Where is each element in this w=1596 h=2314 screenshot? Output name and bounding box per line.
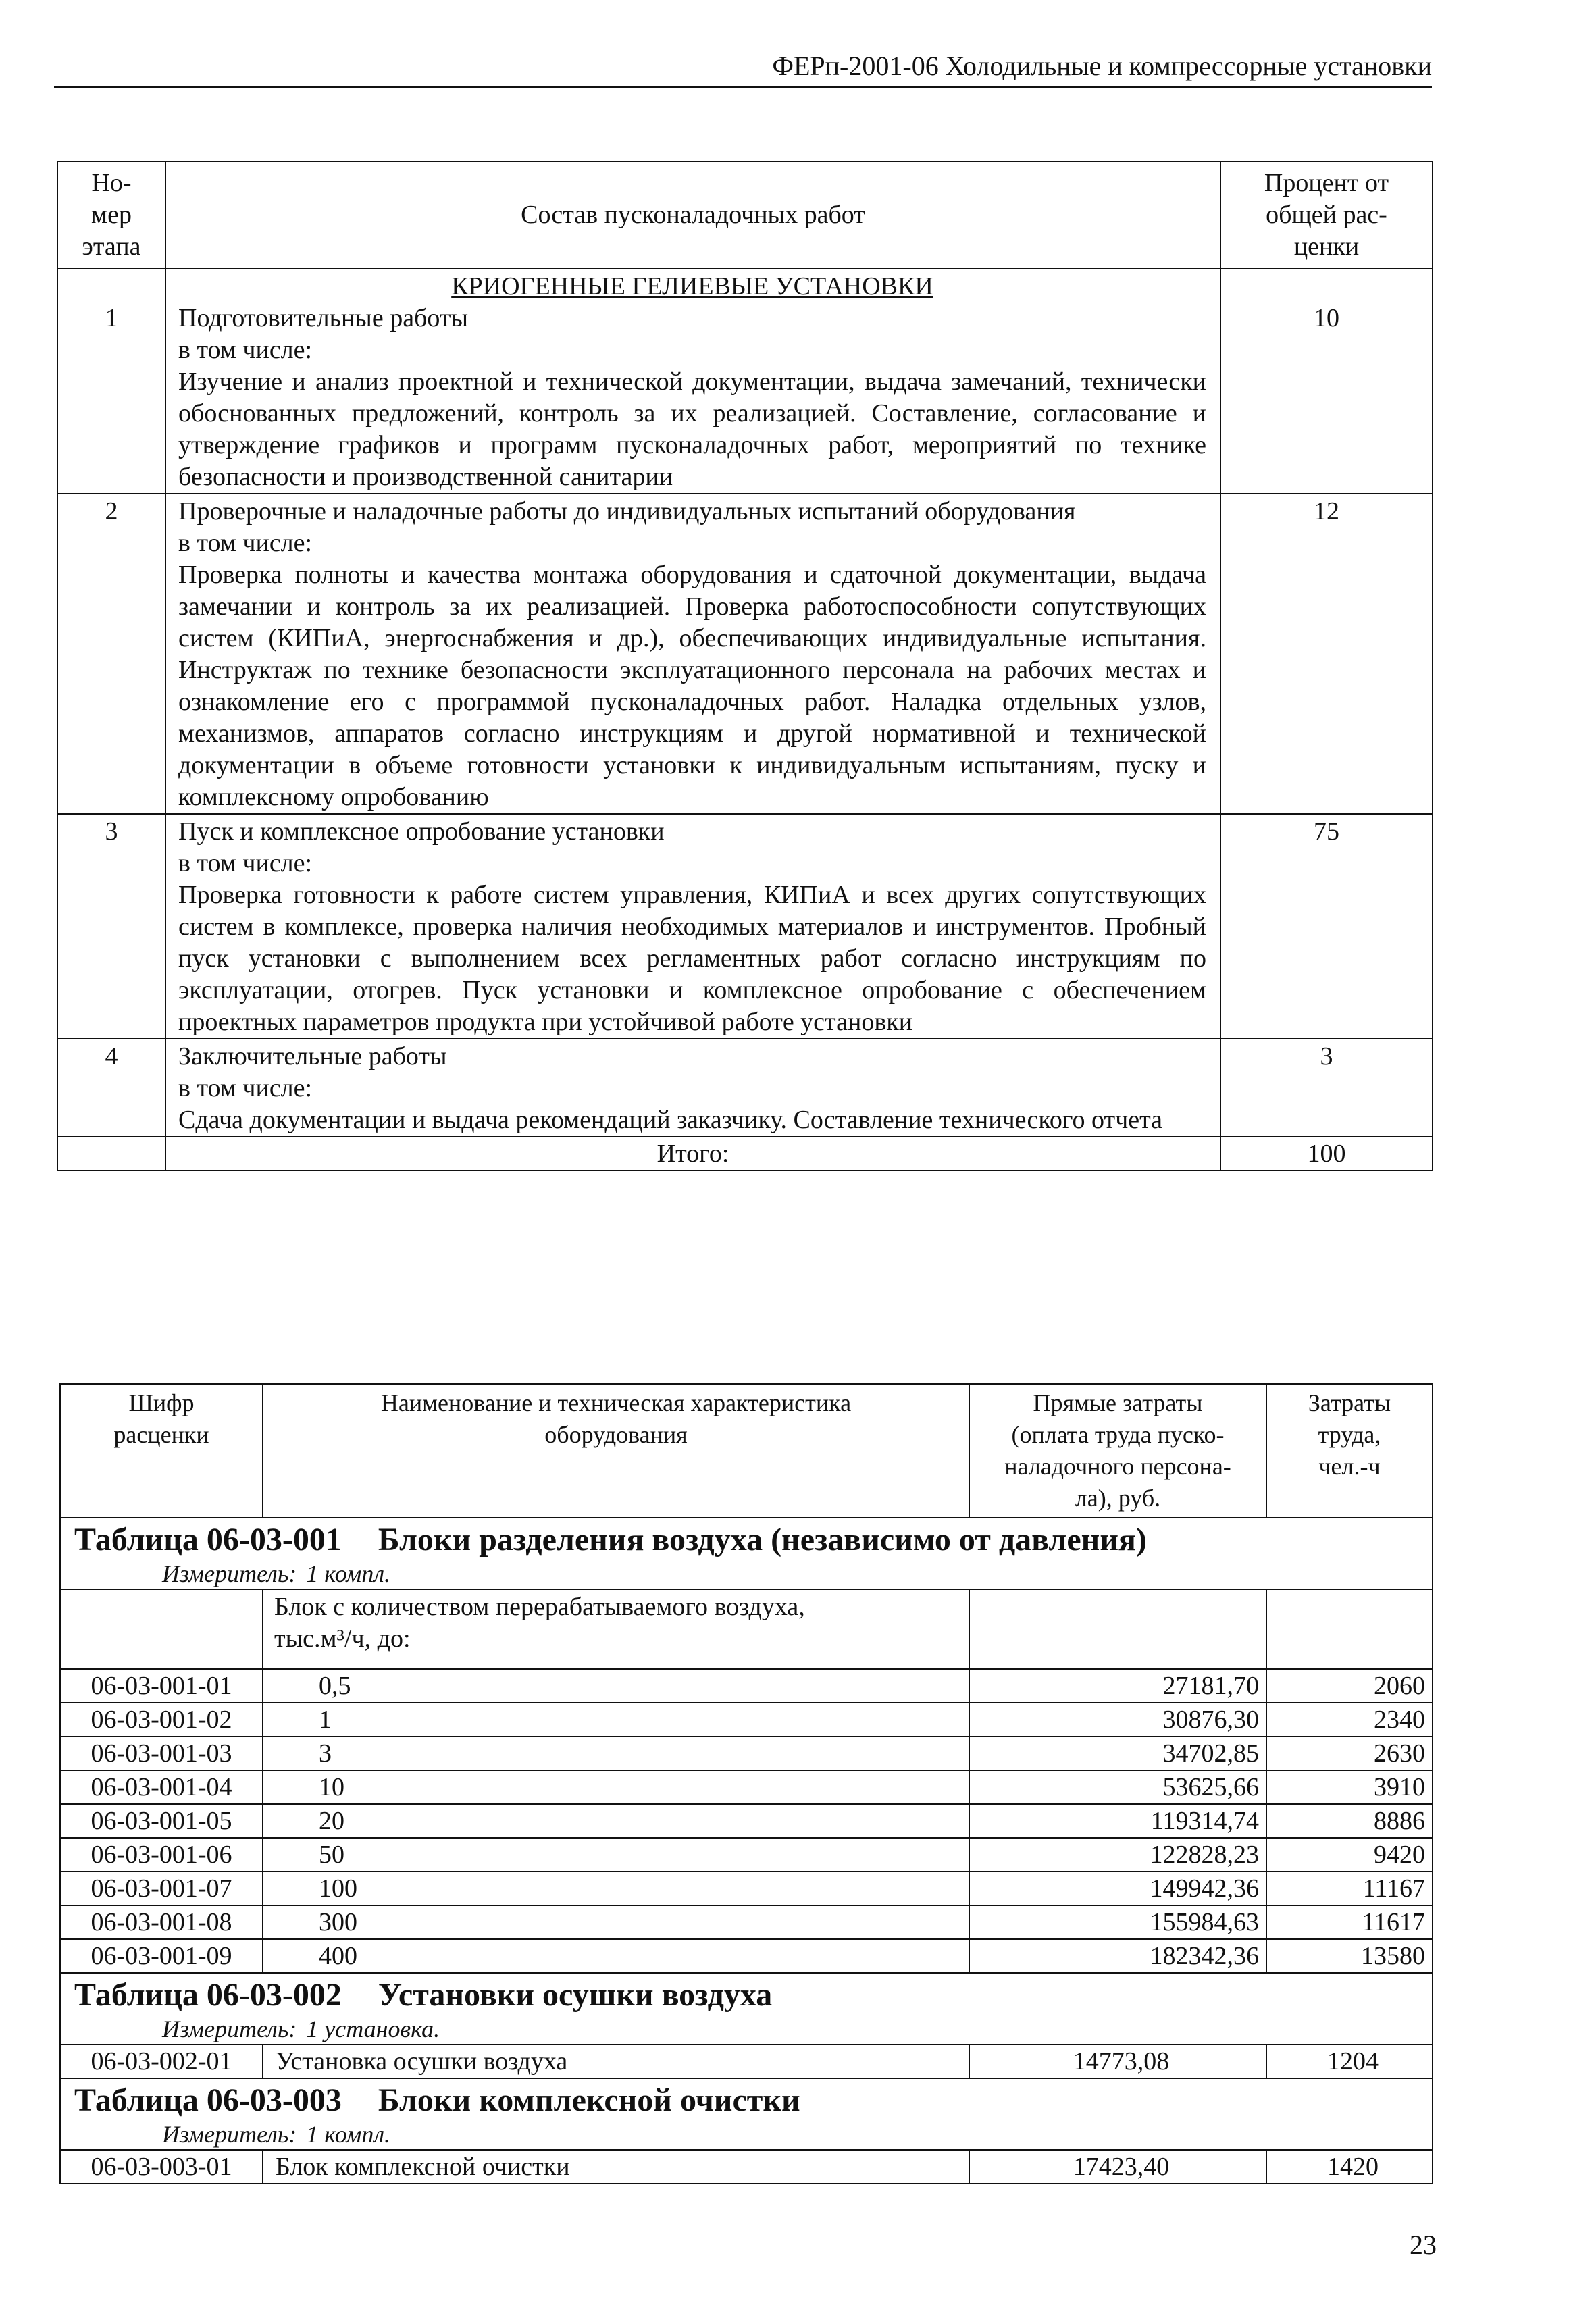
rate-code: 06-03-001-06 (60, 1838, 263, 1872)
rate-code: 06-03-001-01 (60, 1669, 263, 1703)
stage-description (165, 814, 1220, 1039)
stage-number: 2 (57, 494, 165, 814)
table-row (60, 2045, 1433, 2078)
rate-labor: 1420 (1266, 2150, 1433, 2184)
stage-text: Проверка готовности к работе систем управления, КИПиА и всех других сопутствующих систем в комплексе, проверка наличия необходимых материалов и инструментов. Пробный пуск установки с выполнением всех регламентных работ согласно инструкциям по эксплуатации, отогрев. Пуск установки и комплексное опробование с обеспечением проектных параметров продукта при устойчивой работе установки (178, 881, 1206, 1036)
rate-code: 06-03-001-05 (60, 1804, 263, 1838)
stage-title: Проверочные и наладочные работы до индивидуальных испытаний оборудования (178, 497, 1076, 525)
stage-percent: 3 (1220, 1039, 1433, 1137)
stage-number: 4 (57, 1039, 165, 1137)
table-title-row (60, 1518, 1433, 1559)
header-code: Шифр расценки (60, 1384, 263, 1518)
stage-text: Сдача документации и выдача рекомендаций заказчику. Составление технического отчета (178, 1106, 1163, 1134)
rate-direct: 30876,30 (969, 1703, 1266, 1737)
rate-direct: 34702,85 (969, 1737, 1266, 1770)
table-row (60, 1838, 1433, 1872)
table-row (60, 1703, 1433, 1737)
rate-direct: 17423,40 (969, 2150, 1266, 2184)
stage-text: Проверка полноты и качества монтажа оборудования и сдаточной документации, выдача замечании и контроль за их реализацией. Проверка работоспособности сопутствующих систем (КИПиА, энергоснабжения и др.), обеспечивающих индивидуальные испытания. Инструктаж по технике безопасности эксплуатационного персонала на рабочих местах и ознакомление его с программой пусконаладочных работ. Наладка отдельных узлов, механизмов, аппаратов согласно инструкциям и другой нормативной и технической документации в объеме готовности установки к индивидуальным испытаниям, пуску и комплексному опробованию (178, 561, 1206, 811)
page-number: 23 (1410, 2230, 1437, 2260)
stage-row (57, 269, 1433, 494)
header-percent: Процент от общей рас- ценки (1220, 161, 1433, 269)
table-row (60, 1669, 1433, 1703)
total-value: 100 (1220, 1137, 1433, 1171)
table-title: Таблица 06-03-001 Блоки разделения воздуха (независимо от давления) (60, 1518, 1433, 1559)
rate-name: 300 (263, 1905, 969, 1939)
stage-number: 3 (57, 814, 165, 1039)
rate-code: 06-03-001-03 (60, 1737, 263, 1770)
header-rule (54, 86, 1432, 88)
table-row (60, 1939, 1433, 1973)
desc-direct-cell (969, 1589, 1266, 1669)
meter-row (60, 2014, 1433, 2045)
table-row (60, 1872, 1433, 1905)
rate-direct: 155984,63 (969, 1905, 1266, 1939)
desc-code-cell (60, 1589, 263, 1669)
stage-incl: в том числе: (178, 849, 313, 877)
rate-name: Блок комплексной очистки (263, 2150, 969, 2184)
rate-name: 0,5 (263, 1669, 969, 1703)
header-composition: Состав пусконаладочных работ (165, 161, 1220, 269)
stage-percent: 10 (1220, 269, 1433, 494)
rate-code: 06-03-001-08 (60, 1905, 263, 1939)
rate-name: 400 (263, 1939, 969, 1973)
meter-row (60, 1559, 1433, 1589)
rate-labor: 1204 (1266, 2045, 1433, 2078)
rate-code: 06-03-002-01 (60, 2045, 263, 2078)
stage-title: Подготовительные работы (178, 304, 469, 332)
rate-name: 10 (263, 1770, 969, 1804)
table-row (60, 1905, 1433, 1939)
total-row (57, 1137, 1433, 1171)
rate-name: 3 (263, 1737, 969, 1770)
table-title: Таблица 06-03-003 Блоки комплексной очистки (60, 2078, 1433, 2119)
meter-row (60, 2119, 1433, 2150)
stage-title: Пуск и комплексное опробование установки (178, 817, 665, 846)
total-label: Итого: (165, 1137, 1220, 1171)
rate-labor: 9420 (1266, 1838, 1433, 1872)
meter: Измеритель: 1 компл. (60, 1559, 1433, 1589)
section-title: КРИОГЕННЫЕ ГЕЛИЕВЫЕ УСТАНОВКИ (451, 272, 933, 301)
rate-code: 06-03-001-04 (60, 1770, 263, 1804)
rate-direct: 27181,70 (969, 1669, 1266, 1703)
rate-name: 20 (263, 1804, 969, 1838)
rate-labor: 11617 (1266, 1905, 1433, 1939)
stage-incl: в том числе: (178, 1074, 313, 1102)
stages-header-row (57, 161, 1433, 269)
rate-labor: 2630 (1266, 1737, 1433, 1770)
stage-description (165, 1039, 1220, 1137)
rate-labor: 11167 (1266, 1872, 1433, 1905)
rate-labor: 2060 (1266, 1669, 1433, 1703)
description-row (60, 1589, 1433, 1669)
rate-code: 06-03-001-09 (60, 1939, 263, 1973)
rate-direct: 53625,66 (969, 1770, 1266, 1804)
running-head: ФЕРп-2001-06 Холодильные и компрессорные установки (772, 51, 1432, 81)
stage-incl: в том числе: (178, 336, 313, 364)
table-row (60, 1770, 1433, 1804)
table-row (60, 2150, 1433, 2184)
desc-name-cell: Блок с количеством перерабатываемого воздуха, тыс.м³/ч, до: (263, 1589, 969, 1669)
rate-code: 06-03-003-01 (60, 2150, 263, 2184)
rates-table (59, 1383, 1433, 2184)
header-name: Наименование и техническая характеристика оборудования (263, 1384, 969, 1518)
table-title-row (60, 1973, 1433, 2014)
stage-incl: в том числе: (178, 529, 313, 557)
stage-number: 1 (57, 269, 165, 494)
stage-description (165, 269, 1220, 494)
header-stage-number: Но- мер этапа (57, 161, 165, 269)
rate-direct: 149942,36 (969, 1872, 1266, 1905)
stages-table (57, 161, 1433, 1171)
rate-code: 06-03-001-07 (60, 1872, 263, 1905)
table-row (60, 1804, 1433, 1838)
rate-direct: 14773,08 (969, 2045, 1266, 2078)
rate-name: 100 (263, 1872, 969, 1905)
table-title-row (60, 2078, 1433, 2119)
rate-name: 50 (263, 1838, 969, 1872)
rate-labor: 3910 (1266, 1770, 1433, 1804)
rates-header-row (60, 1384, 1433, 1518)
rate-labor: 13580 (1266, 1939, 1433, 1973)
desc-labor-cell (1266, 1589, 1433, 1669)
rate-direct: 182342,36 (969, 1939, 1266, 1973)
stage-description (165, 494, 1220, 814)
meter: Измеритель: 1 установка. (60, 2014, 1433, 2045)
stage-percent: 75 (1220, 814, 1433, 1039)
table-row (60, 1737, 1433, 1770)
stage-row (57, 1039, 1433, 1137)
rate-direct: 122828,23 (969, 1838, 1266, 1872)
stage-percent: 12 (1220, 494, 1433, 814)
rate-labor: 2340 (1266, 1703, 1433, 1737)
meter: Измеритель: 1 компл. (60, 2119, 1433, 2150)
stage-row (57, 494, 1433, 814)
rate-direct: 119314,74 (969, 1804, 1266, 1838)
stage-row (57, 814, 1433, 1039)
stage-title: Заключительные работы (178, 1042, 447, 1071)
rate-name: Установка осушки воздуха (263, 2045, 969, 2078)
header-direct-costs: Прямые затраты (оплата труда пуско- наладочного персона- ла), руб. (969, 1384, 1266, 1518)
stage-text: Изучение и анализ проектной и технической документации, выдача замечаний, технически обоснованных предложений, контроль за их реализацией. Составление, согласование и утверждение графиков и программ пусконаладочных работ, мероприятий по технике безопасности и производственной санитарии (178, 367, 1206, 491)
rate-labor: 8886 (1266, 1804, 1433, 1838)
header-labor-costs: Затраты труда, чел.-ч (1266, 1384, 1433, 1518)
rate-code: 06-03-001-02 (60, 1703, 263, 1737)
total-empty-cell (57, 1137, 165, 1171)
rate-name: 1 (263, 1703, 969, 1737)
table-title: Таблица 06-03-002 Установки осушки воздуха (60, 1973, 1433, 2014)
